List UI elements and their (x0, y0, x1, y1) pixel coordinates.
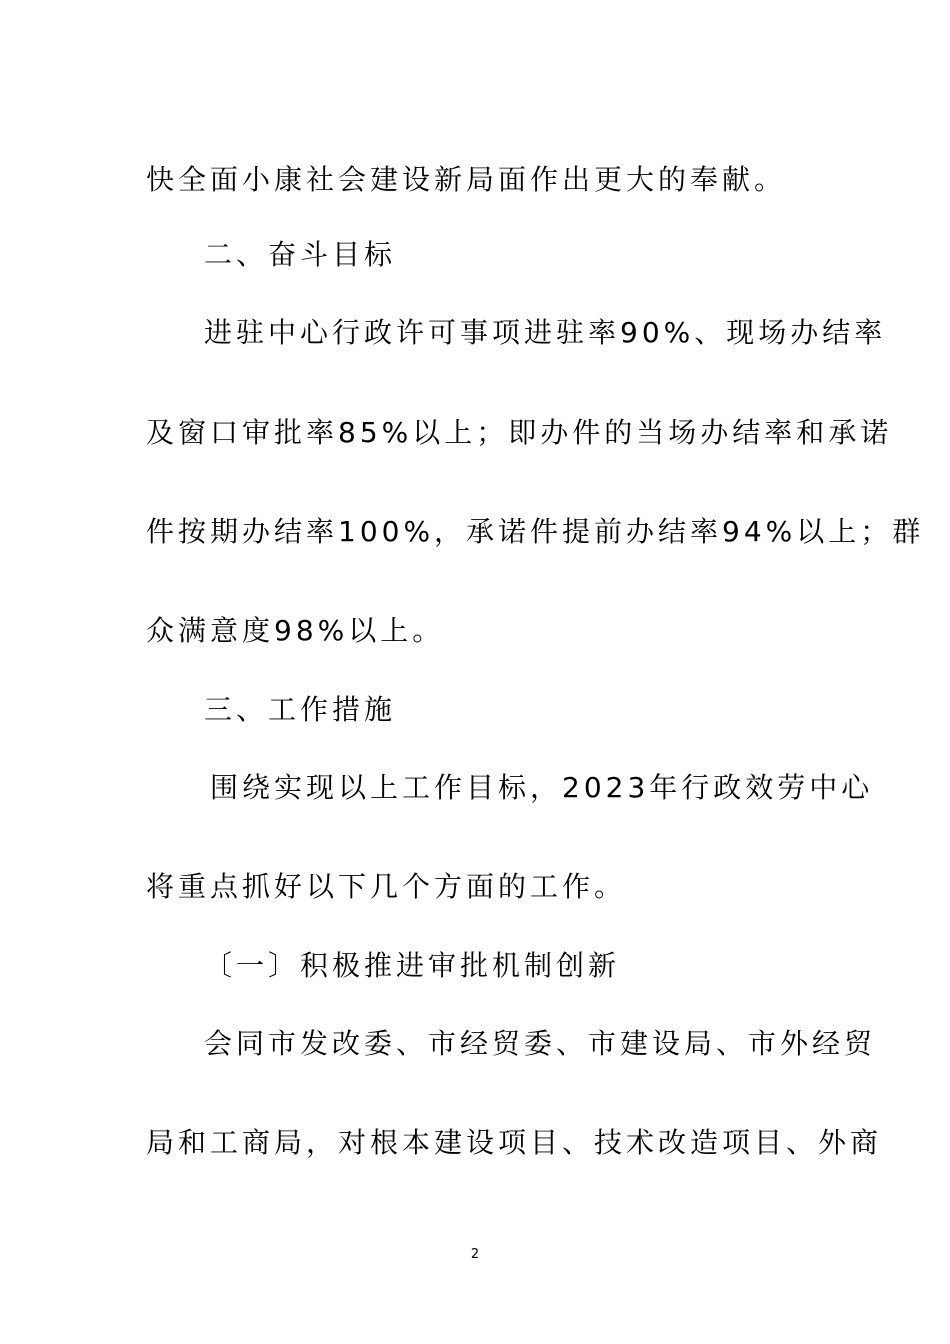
paragraph-line: 及窗口审批率85%以上；即办件的当场办结率和承诺 (146, 416, 893, 449)
paragraph-line: 将重点抓好以下几个方面的工作。 (146, 870, 627, 903)
subsection-heading: 〔一〕积极推进审批机制创新 (204, 949, 621, 982)
paragraph-line: 围绕实现以上工作目标，2023年行政效劳中心 (210, 771, 874, 804)
paragraph-line: 会同市发改委、市经贸委、市建设局、市外经贸 (204, 1027, 877, 1060)
paragraph-line: 快全面小康社会建设新局面作出更大的奉献。 (146, 163, 787, 196)
paragraph-line: 众满意度98%以上。 (146, 614, 445, 647)
section-heading: 二、奋斗目标 (204, 238, 397, 271)
page-number: 2 (470, 1247, 480, 1262)
paragraph-line: 件按期办结率100%，承诺件提前办结率94%以上；群 (146, 515, 925, 548)
paragraph-line: 进驻中心行政许可事项进驻率90%、现场办结率 (204, 316, 887, 349)
paragraph-line: 局和工商局，对根本建设项目、技术改造项目、外商 (146, 1126, 883, 1159)
section-heading: 三、工作措施 (204, 693, 397, 726)
